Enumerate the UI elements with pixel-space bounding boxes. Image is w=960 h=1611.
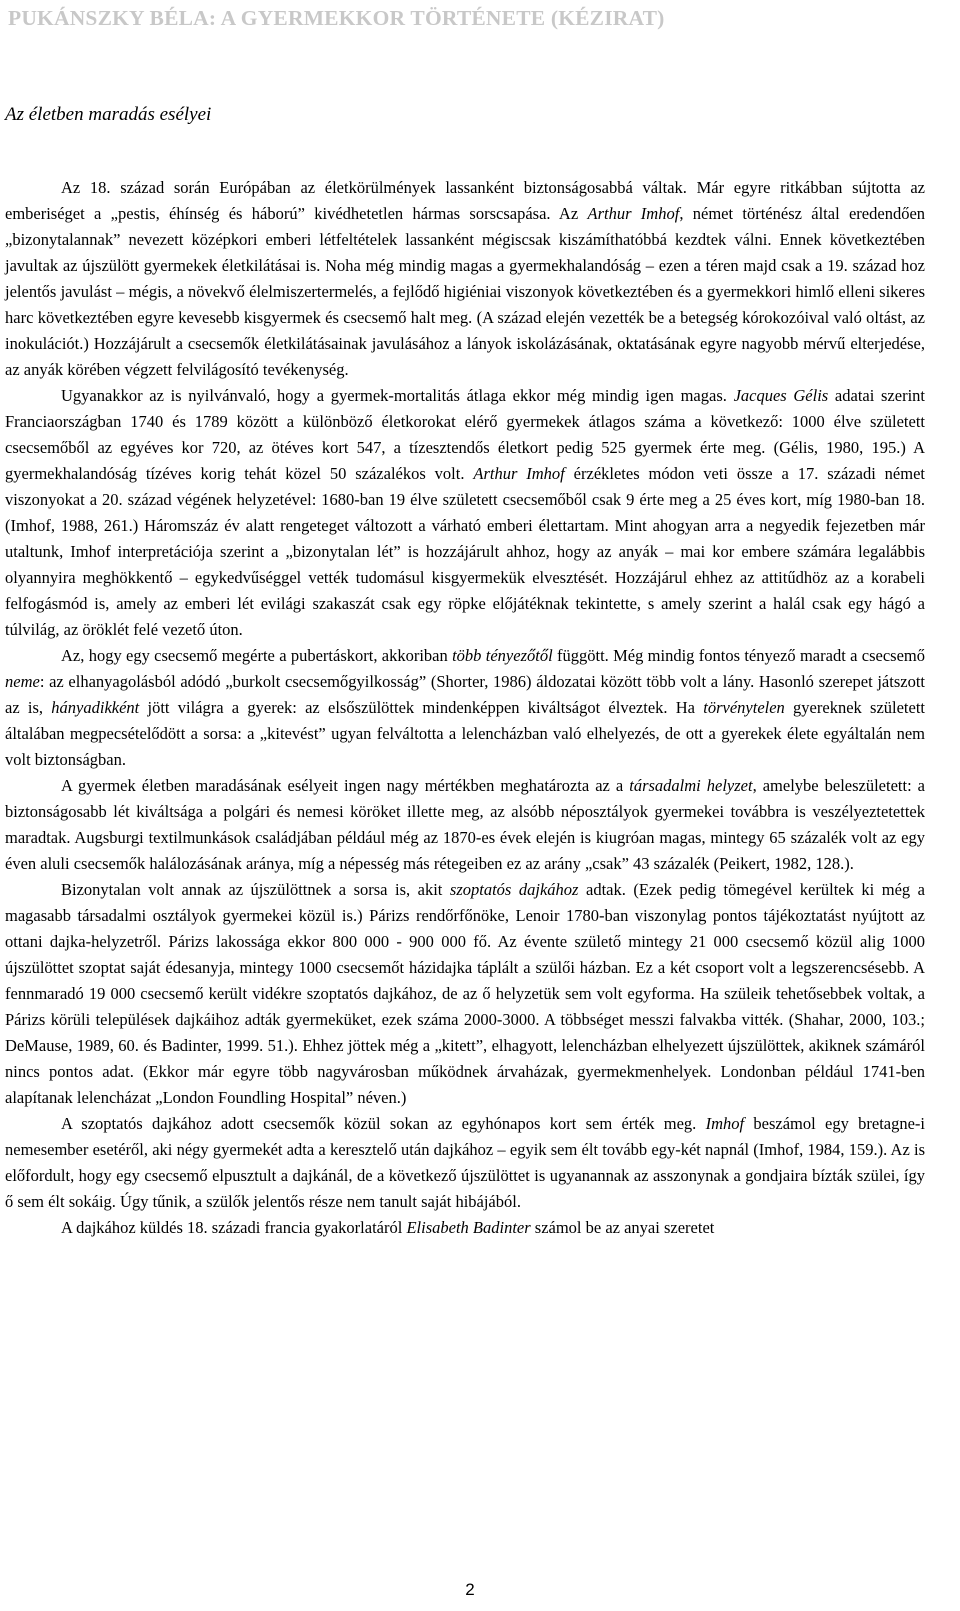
- text-run: gyereknek született általában megpecsételődött a sorsa: a „kitevést” ugyan felváltotta a lelencházban való elhelyezés, de ott a gyerekek élete egyáltalán nem volt biztonságban.: [5, 698, 926, 769]
- text-run: , amelybe beleszületett: a biztonságosabb lét kiváltsága a polgári és nemesi köröket illette meg, az alsóbb néposztályok gyermekei továbbra is veszélyeztetettek maradtak. Augsburgi textilmunkások családjában például még az 1870-es évek elején is kiugróan magas, mintegy 65 százalék volt az egy éven aluli csecsemők halálozásának aránya, míg a népesség más rétegeiben ez az arány „csak” 43 százalék (Peikert, 1982, 128.).: [5, 776, 925, 873]
- italic-text-run: Arthur Imhof: [473, 464, 565, 483]
- text-run: A szoptatós dajkához adott csecsemők közül sokan az egyhónapos kort sem érték meg.: [61, 1114, 706, 1133]
- text-run: Ugyanakkor az is nyilvánvaló, hogy a gyermek-mortalitás átlaga ekkor még mindig igen magas.: [61, 386, 734, 405]
- text-run: számol be az anyai szeretet: [530, 1218, 715, 1237]
- paragraph: [5, 773, 925, 877]
- italic-text-run: társadalmi helyzet: [629, 776, 753, 795]
- body-text: [5, 175, 925, 1241]
- italic-text-run: törvénytelen: [703, 698, 785, 717]
- paragraph: [5, 877, 925, 1111]
- italic-text-run: Imhof: [705, 1114, 745, 1133]
- italic-text-run: Arthur Imhof: [587, 204, 680, 223]
- text-run: : az elhanyagolásból adódó „burkolt csecsemőgyilkosság” (Shorter, 1986) áldozatai között több volt a lány. Hasonló szerepet játszott az is,: [5, 672, 925, 717]
- italic-text-run: több tényezőtől: [452, 646, 553, 665]
- paragraph: [5, 175, 925, 383]
- paragraph: [5, 383, 925, 643]
- text-run: A gyermek életben maradásának esélyeit ingen nagy mértékben meghatározta az a: [61, 776, 630, 795]
- italic-text-run: Elisabeth Badinter: [406, 1218, 531, 1237]
- text-run: adtak. (Ezek pedig tömegével kerültek ki még a magasabb társadalmi osztályok gyermekei közül is.) Párizs rendőrfőnöke, Lenoir 1780-ban viszonylag pontos tájékoztatást nyújtott az ottani dajka-helyzetről. Párizs lakossága ekkor 800 000 - 900 000 fő. Az évente születő mintegy 21 000 csecsemő közül alig 1000 újszülöttet szoptat saját édesanyja, mintegy 1000 csecsemőt házidajka táplált a szülői házban. Ez a két csoport volt a legszerencsésebb. A fennmaradó 19 000 csecsemő került vidékre szoptatós dajkához, de az ő helyzetük sem volt egyforma. Ha szüleik tehetősebbek voltak, a Párizs körüli települések dajkáihoz adták gyermeküket, ezek száma 2000-3000. A többséget messzi falvakba vitték. (Shahar, 2000, 103.; DeMause, 1989, 60. és Badinter, 1999. 51.). Ehhez jöttek még a „kitett”, elhagyott, lelencházban elhelyezett újszülöttek, akiknek számáról nincs pontos adat. (Ekkor már egyre több nagyvárosban működnek árvaházak, gyermekmenhelyek. Londonban például 1741-ben alapítanak lelencházat „London Foundling Hospital” néven.): [5, 880, 925, 1107]
- italic-text-run: hányadikként: [51, 698, 140, 717]
- text-run: jött világra a gyerek: az elsőszülöttek mindenképpen kiváltságot élveztek. Ha: [139, 698, 704, 717]
- text-run: érzékletes módon veti össze a 17. századi német viszonyokat a 20. század végének helyzetével: 1680-ban 19 élve született csecsemőből csak 9 érte meg a 25 éves kort, míg 1980-ban 18. (Imhof, 1988, 261.) Háromszáz év alatt rengeteget változott a várható emberi élettartam. Mint ahogyan arra a negyedik fejezetben már utaltunk, Imhof interpretációja szerint a „bizonytalan lét” is hozzájárult ahhoz, hogy az anyák – mai kor embere számára legalábbis olyannyira meghökkentő – egykedvűséggel vették tudomásul kisgyermekük elvesztését. Hozzájárul ehhez az attitűdhöz az a korabeli felfogásmód is, amely az emberi lét evilági szakaszát csak egy röpke előjátéknak tekintette, s amely szerint a halál csak egy hágó a túlvilág, az öröklét felé vezető úton.: [5, 464, 926, 639]
- italic-text-run: szoptatós dajkához: [449, 880, 579, 899]
- text-run: beszámol egy bretagne-i nemesember esetéről, aki négy gyermekét adta a keresztelő után dajkához – egyik sem élt tovább egy-két napnál (Imhof, 1984, 159.). Az is előfordult, hogy egy csecsemő elpusztult a dajkánál, de a következő újszülöttet is ugyanannak az asszonynak a gondjaira bízták szülei, így ő sem élt sokáig. Úgy tűnik, a szülők jelentős része nem tanult saját hibájából.: [5, 1114, 925, 1211]
- text-run: A dajkához küldés 18. századi francia gyakorlatáról: [61, 1218, 407, 1237]
- text-run: adatai szerint Franciaországban 1740 és 1789 között a különböző életkorokat elérő gyermekek átlagos száma a következő: 1000 élve született csecsemőből az egyéves kor 720, az ötéves kort 547, a tízesztendős életkort pedig 525 gyermek érte meg. (Gélis, 1980, 195.) A gyermekhalandóság tízéves korig tehát közel 50 százalékos volt.: [5, 386, 925, 483]
- paragraph: [5, 1215, 925, 1241]
- italic-text-run: neme: [5, 672, 40, 691]
- italic-text-run: Jacques Gélis: [733, 386, 829, 405]
- text-run: függött. Még mindig fontos tényező maradt a csecsemő: [552, 646, 925, 665]
- text-run: Bizonytalan volt annak az újszülöttnek a sorsa is, akit: [61, 880, 450, 899]
- running-header: PUKÁNSZKY BÉLA: A GYERMEKKOR TÖRTÉNETE (KÉZIRAT): [8, 6, 665, 30]
- paragraph: [5, 1111, 925, 1215]
- text-run: Az, hogy egy csecsemő megérte a pubertáskort, akkoriban: [61, 646, 453, 665]
- page-number: 2: [465, 1580, 475, 1599]
- section-title: Az életben maradás esélyei: [5, 104, 212, 125]
- text-run: Az 18. század során Európában az életkörülmények lassanként biztonságosabbá váltak. Már egyre ritkábban sújtotta az emberiséget a „pestis, éhínség és háború” kivédhetetlen hármas sorscsapása. Az: [5, 178, 925, 223]
- paragraph: [5, 643, 925, 773]
- text-run: , német történész által eredendően „bizonytalannak” nevezett középkori emberi létfeltételek lassanként mégiscsak kiszámíthatóbbá kezdtek válni. Ennek következtében javultak az újszülött gyermekek életkilátásai is. Noha még mindig magas a gyermekhalandóság – ezen a téren majd csak a 19. század hoz jelentős javulást – mégis, a növekvő élelmiszertermelés, a fejlődő higiéniai viszonyok következtében és a gyermekkori himlő elleni sikeres harc következtében egyre kevesebb kisgyermek és csecsemő halt meg. (A század elején vezették be a betegség kórokozóival való oltást, az inokulációt.) Hozzájárult a csecsemők életkilátásainak javulásához a lányok iskolázásának, oktatásának egyre nagyobb mérvű elterjedése, az anyák körében végzett felvilágosító tevékenység.: [5, 204, 926, 379]
